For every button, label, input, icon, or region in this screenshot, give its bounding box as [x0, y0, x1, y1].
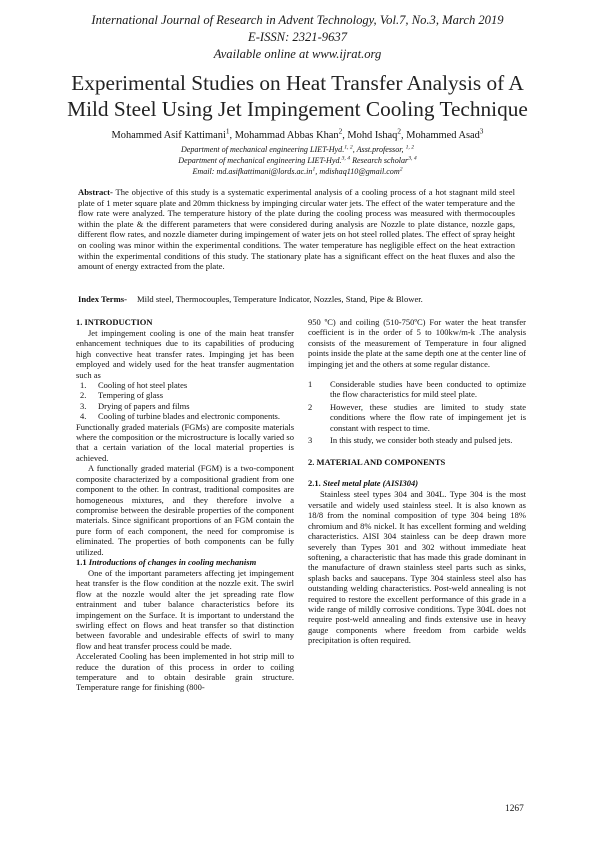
list-item — [308, 402, 526, 433]
list-text: Considerable studies have been conducted to optimize the flow characteristics for mild steel plate. — [330, 379, 526, 400]
list-text: Drying of papers and films — [98, 400, 190, 411]
list-item — [76, 401, 294, 411]
list-item — [308, 435, 526, 445]
email-sup: 1 — [312, 166, 316, 173]
subsection-number: 1.1 — [76, 556, 89, 567]
list-number: 3. — [80, 400, 87, 411]
affiliation-sup: 1, 2 — [344, 144, 353, 151]
list-item — [76, 390, 294, 400]
email-text: , mdishaq110@gmail.com — [315, 167, 400, 176]
author-name: Mohammed Asad — [406, 130, 480, 141]
subsection-title: Steel metal plate (AISI304) — [322, 478, 419, 489]
subsection-title: Introductions of changes in cooling mechanism — [88, 556, 257, 567]
section-heading-introduction: 1. INTRODUCTION — [76, 317, 153, 327]
title-line-1: Experimental Studies on Heat Transfer Analysis of A — [71, 71, 524, 95]
index-terms-text: Mild steel, Thermocouples, Temperature Indicator, Nozzles, Stand, Pipe & Blower. — [136, 294, 423, 304]
author-sup: 2 — [338, 127, 343, 136]
author-name: Mohammad Abbas Khan — [234, 130, 339, 141]
affiliation-text: , Asst.professor, — [352, 145, 406, 154]
title-line-2: Mild Steel Using Jet Impingement Cooling Technique — [67, 97, 528, 121]
index-terms — [78, 294, 515, 305]
affiliation-email-line — [20, 166, 575, 177]
list-number: 2. — [80, 390, 87, 401]
email-text: Email: md.asifkattimani@lords.ac.in — [192, 167, 313, 176]
paper-title — [40, 70, 555, 122]
list-text: Cooling of hot steel plates — [98, 380, 188, 391]
affiliation-text: Department of mechanical engineering LIET-Hyd. — [178, 156, 342, 165]
paragraph: A functionally graded material (FGM) is a two-component composite characterized by a compositional gradient from one component to the other. In contrast, traditional composites are homogeneous mixtures, and they therefore involve a compromise between the desirable properties of the component materials. Since significant proportions of an FGM contain the pure form of each component, the need for compromise is eliminated. The properties of both components can be fully utilized. — [76, 463, 294, 557]
list-item — [76, 411, 294, 421]
paragraph: Accelerated Cooling has been implemented in hot strip mill to reduce the duration of this process in order to coiling temperature and to obtain desirable grain structure. Temperature range for finishing (800- — [76, 651, 294, 693]
author-sup: 1 — [225, 127, 230, 136]
affiliation-line-2 — [20, 155, 575, 166]
email-sup: 2 — [399, 166, 403, 173]
list-text: However, these studies are limited to study state conditions where the flow rate of impingement jet is constant with respect to time. — [330, 401, 526, 433]
abstract-text: The objective of this study is a systematic experimental analysis of a cooling process of a hot stagnant mild steel plate of 1 meter square plate and 20mm thickness by impinging circular water jets. The effect of the water temperature and the flow rate were analyzed. The temperature history of the plate during the cooling process was measured with thermocouples within the plate & the different parameters that were considered during analysis are Nozzle to plate distance, nozzle gaps, different flow rates, and nozzle diameter during impingement of water jets on hot steel rolled plates. The effect of spray height on cooling was minor within the experimental conditions. The water temperature has negligible effect on the heat extraction within the experimental conditions of this study. The stationary plate has a significant effect on the heat fluxes and also the amount of energy extracted from the plate. — [78, 187, 515, 272]
list-item — [76, 380, 294, 390]
paragraph: 950 ºC) and coiling (510-750ºC) For water the heat transfer coefficient is in the order of 5 to 100kw/m-k .The analysis consists of the measurement of Temperature in four aligned points inside the plate at the same depth one at the center line of impinging jet and the others at some regular distance. — [308, 317, 526, 369]
list-number: 1. — [80, 380, 87, 391]
affiliation-text: Research scholar — [350, 156, 409, 165]
author-name: Mohammed Asif Kattimani — [111, 130, 226, 141]
author-name: Mohd Ishaq — [347, 130, 398, 141]
list-text: In this study, we consider both steady and pulsed jets. — [330, 435, 513, 446]
page-number: 1267 — [505, 804, 524, 814]
list-number: 4. — [80, 411, 87, 422]
list-number: 2 — [308, 401, 313, 412]
subsection-heading — [76, 557, 294, 568]
subsection-heading — [308, 478, 526, 489]
index-terms-label: Index Terms- — [78, 294, 127, 304]
author-sup: 2 — [397, 127, 401, 136]
journal-issn: E-ISSN: 2321-9637 — [248, 30, 347, 44]
journal-website: Available online at www.ijrat.org — [213, 47, 382, 61]
affiliation-sup: 3, 4 — [408, 155, 417, 162]
author-list: Mohammed Asif Kattimani$^1$, Mohammad Abbas Khan$^2$, Mohd Ishaq$^2$, Mohammed Asad$^3$ — [111, 127, 484, 141]
subsection-number: 2.1. — [308, 478, 323, 489]
paragraph: Functionally graded materials (FGMs) are composite materials where the composition or the microstructure is locally varied so that a certain variation of the local material properties is achieved. — [76, 421, 294, 463]
right-column — [308, 317, 526, 646]
list-text: Cooling of turbine blades and electronic components. — [98, 411, 280, 422]
affiliation-sup: 3, 4 — [341, 155, 351, 162]
paragraph: One of the important parameters affecting jet impingement heat transfer is the flow condition at the nozzle exit. The swirl flow at the nozzle would alter the jet spreading rate flow entrainment and tuber balance characteristics before its impingement on the Surface. It is important to understand the swirling effect on flows and heat transfer so that distinction between favorable and undesirable effects of swirl to many flow and heat transfer process could be made. — [76, 567, 294, 651]
journal-header — [0, 12, 595, 63]
paragraph: Stainless steel types 304 and 304L. Type 304 is the most versatile and widely used stainless steel. It is also known as 18/8 from the nominal composition of type 304 being 18% chromium and 8% nickel. It has excellent forming and welding characteristics. AISI 304 stainless can be deep drawn more severely than Types 301 and 302 without immediate heat softening, a characteristic that has made this grade dominant in the manufacture of drawn stainless steel parts such as sinks, splash backs and saucepans. Type 304 stainless steel also has outstanding welding characteristics. Post-weld annealing is not required to restore the excellent performance of this grade in a wide range of mildly corrosive conditions. Type 304L does not require post-weld annealing and finds extensive use in heavy gauge components where freedom from carbide welds precipitation is often required. — [308, 489, 526, 646]
applications-list — [76, 380, 294, 422]
author-sup: 3 — [479, 127, 484, 136]
journal-name: International Journal of Research in Advent Technology, Vol.7, No.3, March 2019 — [91, 13, 504, 27]
left-column — [76, 317, 294, 693]
list-number: 3 — [308, 435, 313, 446]
paragraph: Jet impingement cooling is one of the main heat transfer enhancement techniques due to its capabilities of producing high convective heat transfer rates. Impinging jet has been employed and widely used for the heat transfer augmentation such as — [76, 328, 294, 380]
abstract — [78, 187, 515, 272]
list-text: Tempering of glass — [98, 390, 164, 401]
affiliation-sup: 1, 2 — [405, 144, 415, 151]
abstract-label: Abstract- — [78, 187, 113, 197]
list-item — [308, 379, 526, 400]
study-points-list — [308, 379, 526, 445]
affiliation-line-1 — [20, 144, 575, 155]
list-number: 1 — [308, 379, 313, 390]
section-heading-materials: 2. MATERIAL AND COMPONENTS — [308, 457, 446, 468]
affiliation-text: Department of mechanical engineering LIET-Hyd. — [180, 145, 345, 154]
